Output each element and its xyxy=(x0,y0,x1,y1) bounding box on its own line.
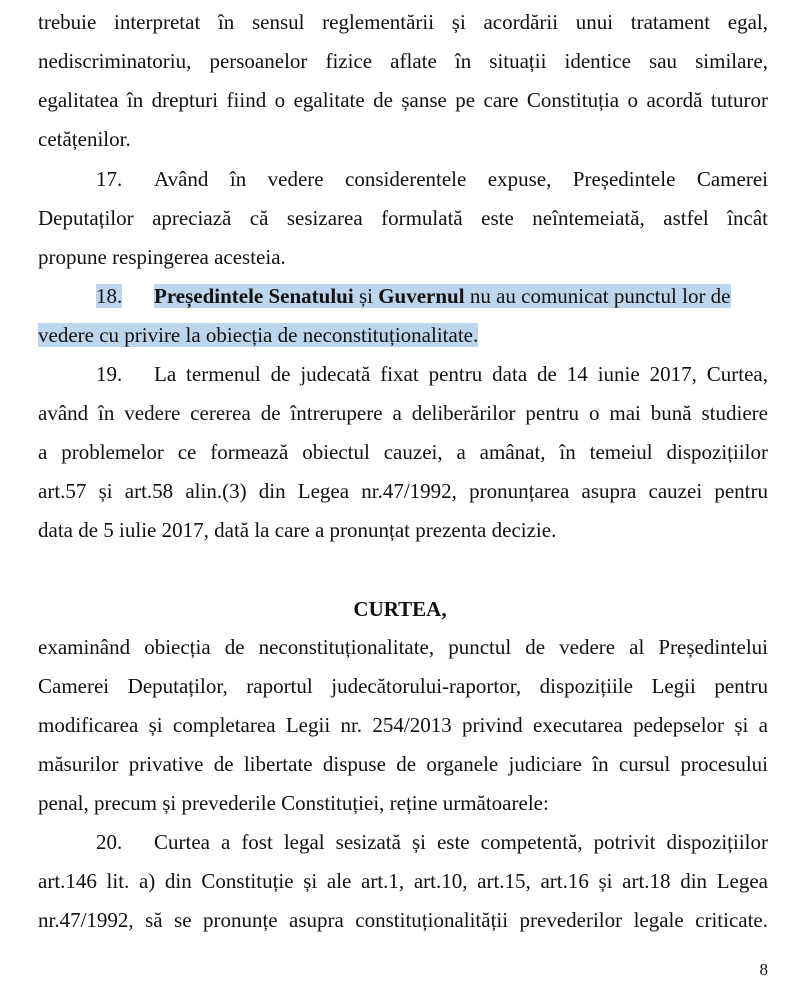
section-heading: CURTEA, xyxy=(353,597,447,621)
text-line: a problemelor ce formează obiectul cauzei, a amânat, în temeiul dispozițiilor xyxy=(38,440,768,464)
text-line: penal, precum și prevederile Constituției, reține următoarele: xyxy=(38,791,549,815)
paragraph-number: 19. xyxy=(96,362,123,386)
text-line: art.146 lit. a) din Constituție și ale art.1, art.10, art.15, art.16 și art.18 din Legea xyxy=(38,869,768,893)
highlighted-bold-text: Guvernul xyxy=(378,284,465,308)
paragraph-number: 20. xyxy=(96,830,123,854)
paragraph-20-first-line xyxy=(96,823,768,862)
paragraph-number: 18. xyxy=(96,284,123,308)
paragraph-18-first-line xyxy=(96,277,768,316)
text-line: art.57 și art.58 alin.(3) din Legea nr.47/1992, pronunțarea asupra cauzei pentru xyxy=(38,479,768,503)
text-line: Deputaților apreciază că sesizarea formulată este neîntemeiată, astfel încât xyxy=(38,206,768,230)
highlighted-text: vedere cu privire la obiecția de neconstituționalitate. xyxy=(38,323,479,347)
paragraph-19-first-line xyxy=(96,355,768,394)
text-line: propune respingerea acesteia. xyxy=(38,245,286,269)
highlighted-text: nu au comunicat punctul lor de xyxy=(469,284,731,308)
paragraph-number: 17. xyxy=(96,167,123,191)
text-line: măsurilor privative de libertate dispuse de organele judiciare în cursul procesului xyxy=(38,752,768,776)
text-line: La termenul de judecată fixat pentru data de 14 iunie 2017, Curtea, xyxy=(154,362,768,386)
text-line: nediscriminatoriu, persoanelor fizice aflate în situații identice sau similare, xyxy=(38,49,768,73)
highlighted-text: și xyxy=(358,284,373,308)
highlighted-bold-text: Președintele Senatului xyxy=(154,284,354,308)
text-line: nr.47/1992, să se pronunțe asupra constituționalității prevederilor legale criticate. xyxy=(38,908,768,932)
text-line: examinând obiecția de neconstituționalitate, punctul de vedere al Președintelui xyxy=(38,635,768,659)
text-line: modificarea și completarea Legii nr. 254/2013 privind executarea pedepselor și a xyxy=(38,713,768,737)
text-line: Camerei Deputaților, raportul judecătorului-raportor, dispozițiile Legii pentru xyxy=(38,674,768,698)
text-line: egalitatea în drepturi fiind o egalitate de șanse pe care Constituția o acordă tuturor xyxy=(38,88,768,112)
text-line: Curtea a fost legal sesizată și este competentă, potrivit dispozițiilor xyxy=(154,830,768,854)
text-line: data de 5 iulie 2017, dată la care a pronunțat prezenta decizie. xyxy=(38,518,557,542)
text-line-highlighted xyxy=(38,316,768,355)
text-line: având în vedere cererea de întrerupere a deliberărilor pentru o mai bună studiere xyxy=(38,401,768,425)
text-line: Având în vedere considerentele expuse, Președintele Camerei xyxy=(154,167,768,191)
paragraph-17-first-line xyxy=(96,160,768,199)
text-line: cetățenilor. xyxy=(38,127,131,151)
text-line: trebuie interpretat în sensul reglementării și acordării unui tratament egal, xyxy=(38,10,768,34)
page-number: 8 xyxy=(759,960,768,979)
